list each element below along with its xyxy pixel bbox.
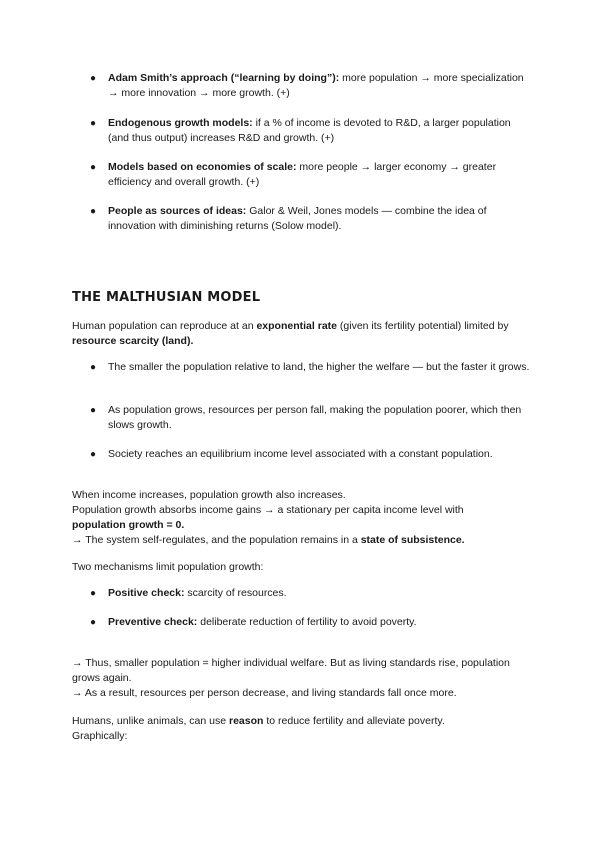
list-item: ● Endogenous growth models: if a % of income is devoted to R&D, a larger population (and thus output) increases R&D and growth. (+) — [90, 117, 511, 144]
bullet-icon: ● — [90, 206, 97, 217]
list-item: ● People as sources of ideas: Galor & Weil, Jones models — combine the idea of innovation with diminishing returns (Solow model). — [90, 205, 487, 232]
list-item: ● Society reaches an equilibrium income level associated with a constant population. — [90, 448, 493, 460]
list-item: ● Positive check: scarcity of resources. — [90, 587, 287, 599]
income-paragraph: When income increases, population growth also increases. Population growth absorbs income gains → a stationary per capita income level with population growth = 0. → The system self-regulates, and the population remains in a state of subsistence. — [72, 489, 465, 546]
bullet-icon: ● — [90, 362, 97, 373]
checks-intro: Two mechanisms limit population growth: — [72, 561, 264, 573]
bullet-icon: ● — [90, 73, 97, 84]
bullet-icon: ● — [90, 405, 97, 416]
list-item: ● Models based on economies of scale: more people → larger economy → greater efficiency and overall growth. (+) — [90, 161, 497, 188]
list-item: ● As population grows, resources per person fall, making the population poorer, which then slows growth. — [90, 404, 522, 431]
reason-paragraph: Humans, unlike animals, can use reason to reduce fertility and alleviate poverty. Graphically: — [72, 715, 445, 742]
list-item: ● Adam Smith’s approach (“learning by doing”): more population → more specialization → more innovation → more growth. (+) — [90, 72, 524, 99]
bullet-icon: ● — [90, 162, 97, 173]
bullet-icon: ● — [90, 588, 97, 599]
bullet-icon: ● — [90, 118, 97, 129]
list-item: ● Preventive check: deliberate reduction of fertility to avoid poverty. — [90, 616, 417, 628]
list-item: ● The smaller the population relative to land, the higher the welfare — but the faster it grows. — [90, 361, 530, 373]
bullet-icon: ● — [90, 449, 97, 460]
bullet-icon: ● — [90, 617, 97, 628]
conclusion-paragraph: → Thus, smaller population = higher individual welfare. But as living standards rise, population grows again. → As a result, resources per person decrease, and living standards fall once more. — [72, 657, 510, 699]
section-title: THE MALTHUSIAN MODEL — [72, 290, 261, 305]
intro-paragraph: Human population can reproduce at an exponential rate (given its fertility potential) limited by resource scarcity (land). — [72, 320, 509, 347]
